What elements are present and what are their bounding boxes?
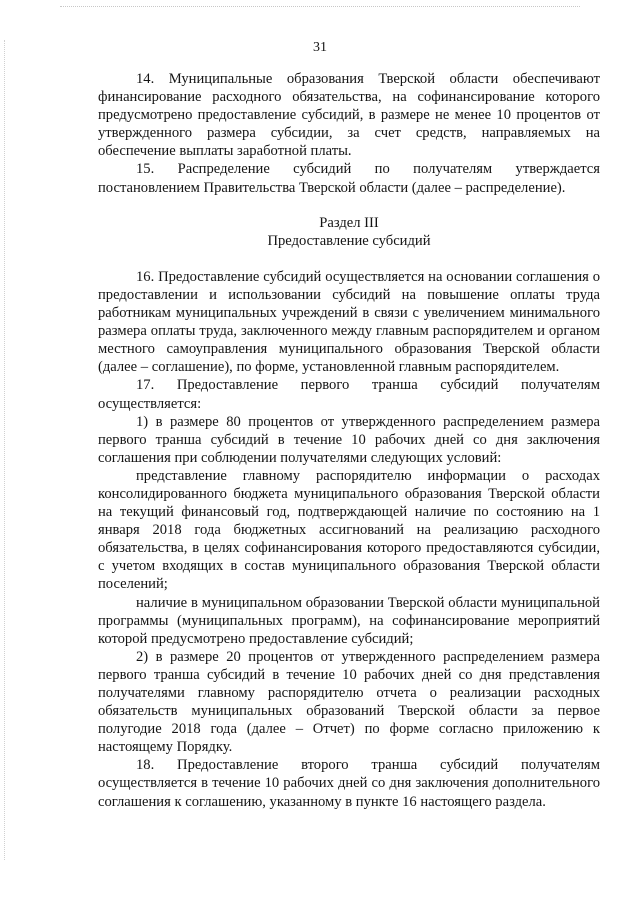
paragraph-17-condition-2: наличие в муниципальном образовании Тверской области муниципальной программы (муниципальных программ), на софинансирование мероприятий которой предусмотрено предоставление субсидий; bbox=[98, 594, 600, 647]
scan-left-edge bbox=[4, 40, 5, 860]
section-number: Раздел III bbox=[319, 214, 379, 231]
paragraph-17-item-1: 1) в размере 80 процентов от утвержденного распределением размера первого транша субсидий в течение 10 рабочих дней со дня заключения соглашения при соблюдении получателями следующих условий: bbox=[98, 413, 600, 466]
paragraph-15: 15. Распределение субсидий по получателям утверждается постановлением Правительства Тверской области (далее – распределение). bbox=[98, 161, 600, 196]
paragraph-17-item-2: 2) в размере 20 процентов от утвержденного распределением размера первого транша субсидий в течение 10 рабочих дней со дня представления получателями главному распорядителю отчета о реализации расходных обязательств муниципальных образований Тверской области за первое полугодие 2018 года (далее – Отчет) по форме согласно приложению к настоящему Порядку. bbox=[98, 648, 600, 756]
spacer bbox=[98, 250, 600, 268]
paragraph-17: 17. Предоставление первого транша субсидий получателям осуществляется: bbox=[98, 377, 600, 412]
paragraph-16: 16. Предоставление субсидий осуществляется на основании соглашения о предоставлении и использовании субсидий на повышение оплаты труда работникам муниципальных учреждений в связи с увеличением минимального размера оплаты труда, заключенного между главным распорядителем и органом местного самоуправления муниципального образования Тверской области (далее – соглашение), по форме, установленной главным распорядителем. bbox=[98, 268, 600, 376]
paragraph-14: 14. Муниципальные образования Тверской области обеспечивают финансирование расходного обязательства, на софинансирование которого предусмотрено предоставление субсидий, в размере не менее 10 процентов от утвержденного размера субсидии, за счет средств, направляемых на обеспечение выплаты заработной платы. bbox=[98, 71, 600, 160]
page-number: 31 bbox=[313, 40, 327, 55]
section-title: Предоставление субсидий bbox=[267, 232, 431, 249]
document-body bbox=[98, 70, 600, 811]
spacer bbox=[98, 197, 600, 214]
paragraph-17-condition-1: представление главному распорядителю информации о расходах консолидированного бюджета муниципального образования Тверской области на текущий финансовый год, подтверждающей наличие по состоянию на 1 января 2018 года бюджетных ассигнований на реализацию расходного обязательства, в целях софинансирования которого предоставляются субсидии, с учетом входящих в состав муниципального образования Тверской области поселений; bbox=[98, 467, 600, 593]
scan-top-edge bbox=[60, 6, 580, 7]
paragraph-18: 18. Предоставление второго транша субсидий получателям осуществляется в течение 10 рабочих дней со дня заключения дополнительного соглашения к соглашению, указанному в пункте 16 настоящего раздела. bbox=[98, 757, 600, 810]
